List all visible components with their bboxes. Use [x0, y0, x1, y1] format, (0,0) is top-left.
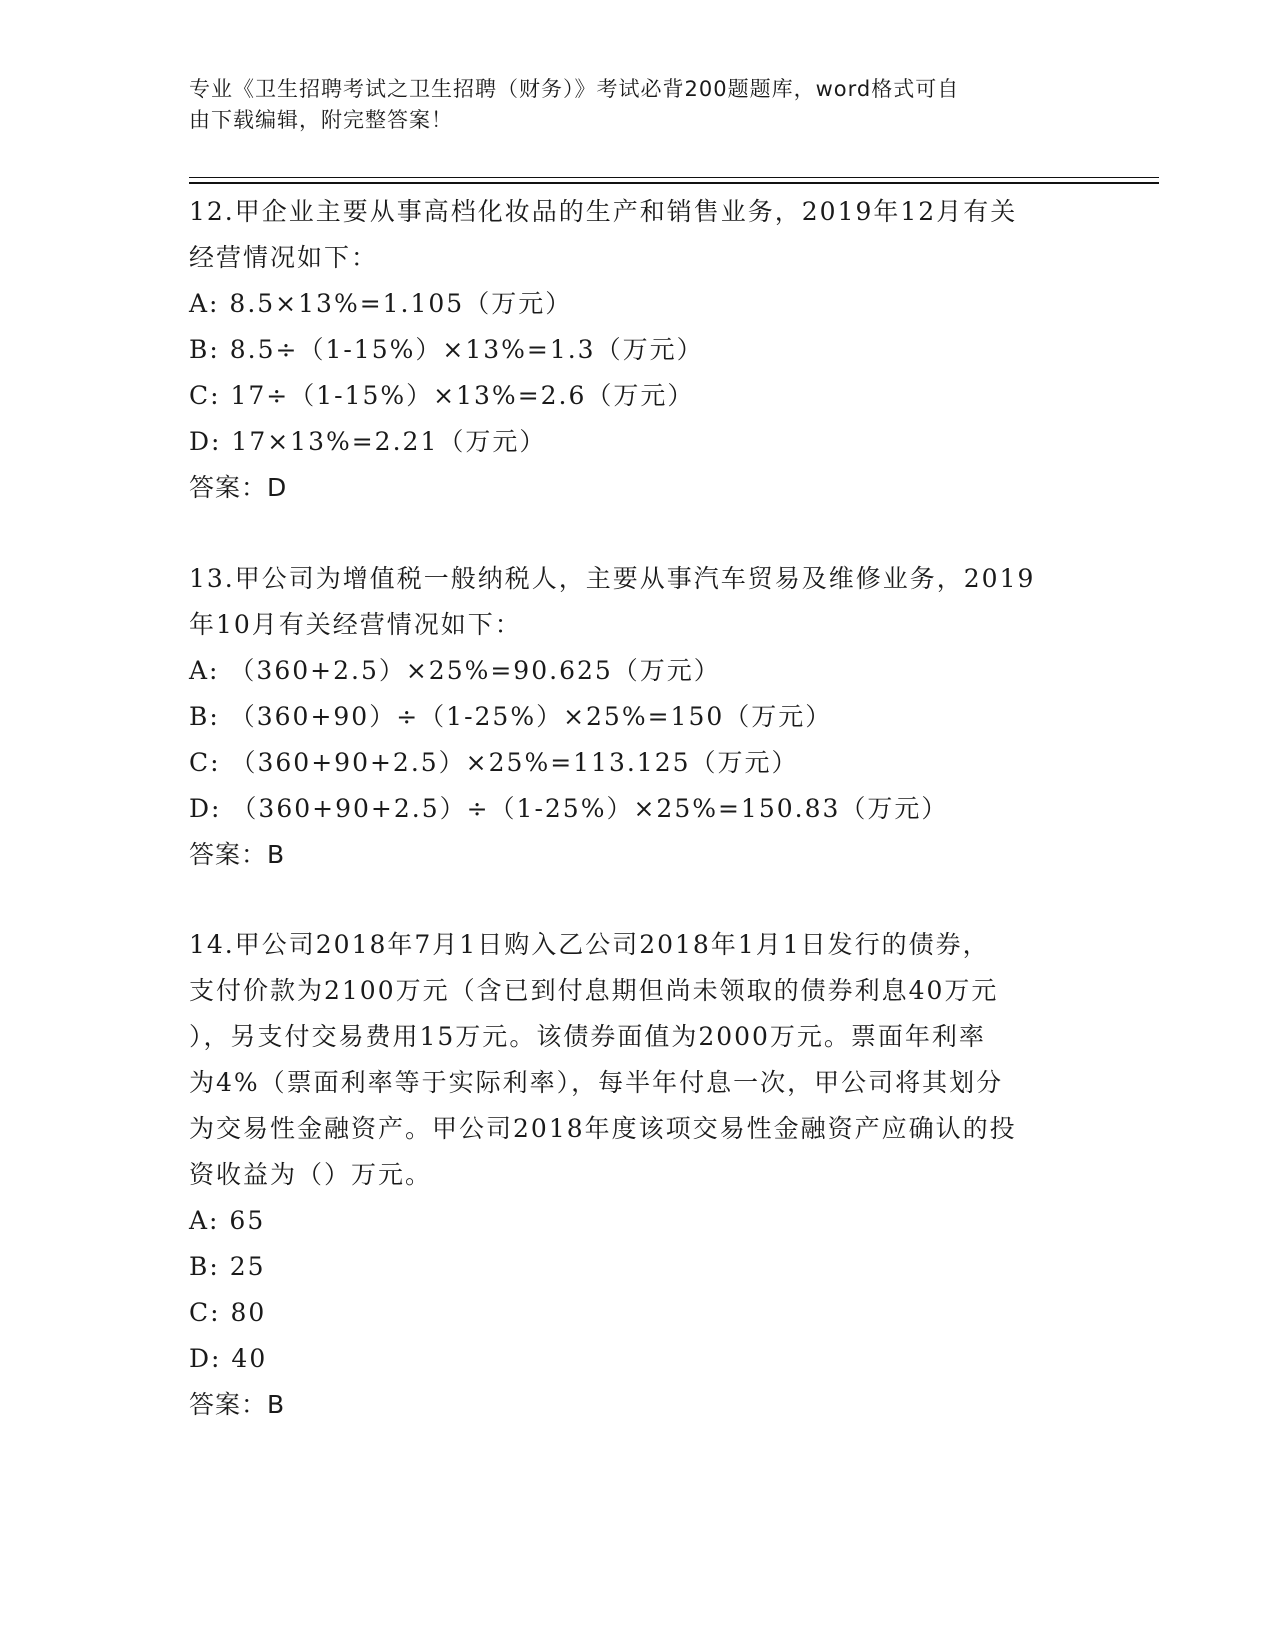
- option-b: B: 25: [189, 1252, 266, 1281]
- option-c: C: 80: [189, 1298, 267, 1327]
- option-c: C: （360+90+2.5）×25%=113.125（万元）: [189, 748, 799, 777]
- question-text: 为交易性金融资产。甲公司2018年度该项交易性金融资产应确认的投: [189, 1114, 1017, 1143]
- answer-label: 答案：B: [189, 1390, 286, 1419]
- question-text: 年10月有关经营情况如下：: [189, 610, 522, 639]
- question-12: [189, 189, 1089, 511]
- question-text: 支付价款为2100万元（含已到付息期但尚未领取的债券利息40万元: [189, 976, 999, 1005]
- option-b: B: （360+90）÷（1-25%）×25%=150（万元）: [189, 702, 833, 731]
- question-14: [189, 922, 1089, 1428]
- header-line: 专业《卫生招聘考试之卫生招聘（财务）》考试必背200题题库，word格式可自: [189, 77, 960, 101]
- header-line: 由下载编辑，附完整答案！: [189, 108, 453, 132]
- question-text: ），另支付交易费用15万元。该债券面值为2000万元。票面年利率: [189, 1022, 986, 1051]
- option-a: A: 65: [189, 1206, 266, 1235]
- option-a: A: 8.5×13%=1.105（万元）: [189, 289, 573, 318]
- answer-label: 答案：B: [189, 840, 286, 869]
- option-d: D: 40: [189, 1344, 268, 1373]
- option-b: B: 8.5÷（1-15%）×13%=1.3（万元）: [189, 335, 704, 364]
- answer-label: 答案：D: [189, 473, 288, 502]
- question-text: 经营情况如下：: [189, 243, 379, 272]
- question-text: 为4%（票面利率等于实际利率），每半年付息一次，甲公司将其划分: [189, 1068, 1004, 1097]
- document-header: [189, 74, 1069, 136]
- question-text: 13.甲公司为增值税一般纳税人，主要从事汽车贸易及维修业务，2019: [189, 564, 1036, 593]
- question-text: 资收益为（）万元。: [189, 1160, 433, 1189]
- option-c: C: 17÷（1-15%）×13%=2.6（万元）: [189, 381, 695, 410]
- option-a: A: （360+2.5）×25%=90.625（万元）: [189, 656, 721, 685]
- header-divider: [189, 177, 1159, 178]
- option-d: D: 17×13%=2.21（万元）: [189, 427, 547, 456]
- question-text: 14.甲公司2018年7月1日购入乙公司2018年1月1日发行的债券，: [189, 930, 990, 959]
- question-text: 12.甲企业主要从事高档化妆品的生产和销售业务，2019年12月有关: [189, 197, 1018, 226]
- option-d: D: （360+90+2.5）÷（1-25%）×25%=150.83（万元）: [189, 794, 949, 823]
- header-divider: [189, 182, 1159, 184]
- question-13: [189, 556, 1089, 878]
